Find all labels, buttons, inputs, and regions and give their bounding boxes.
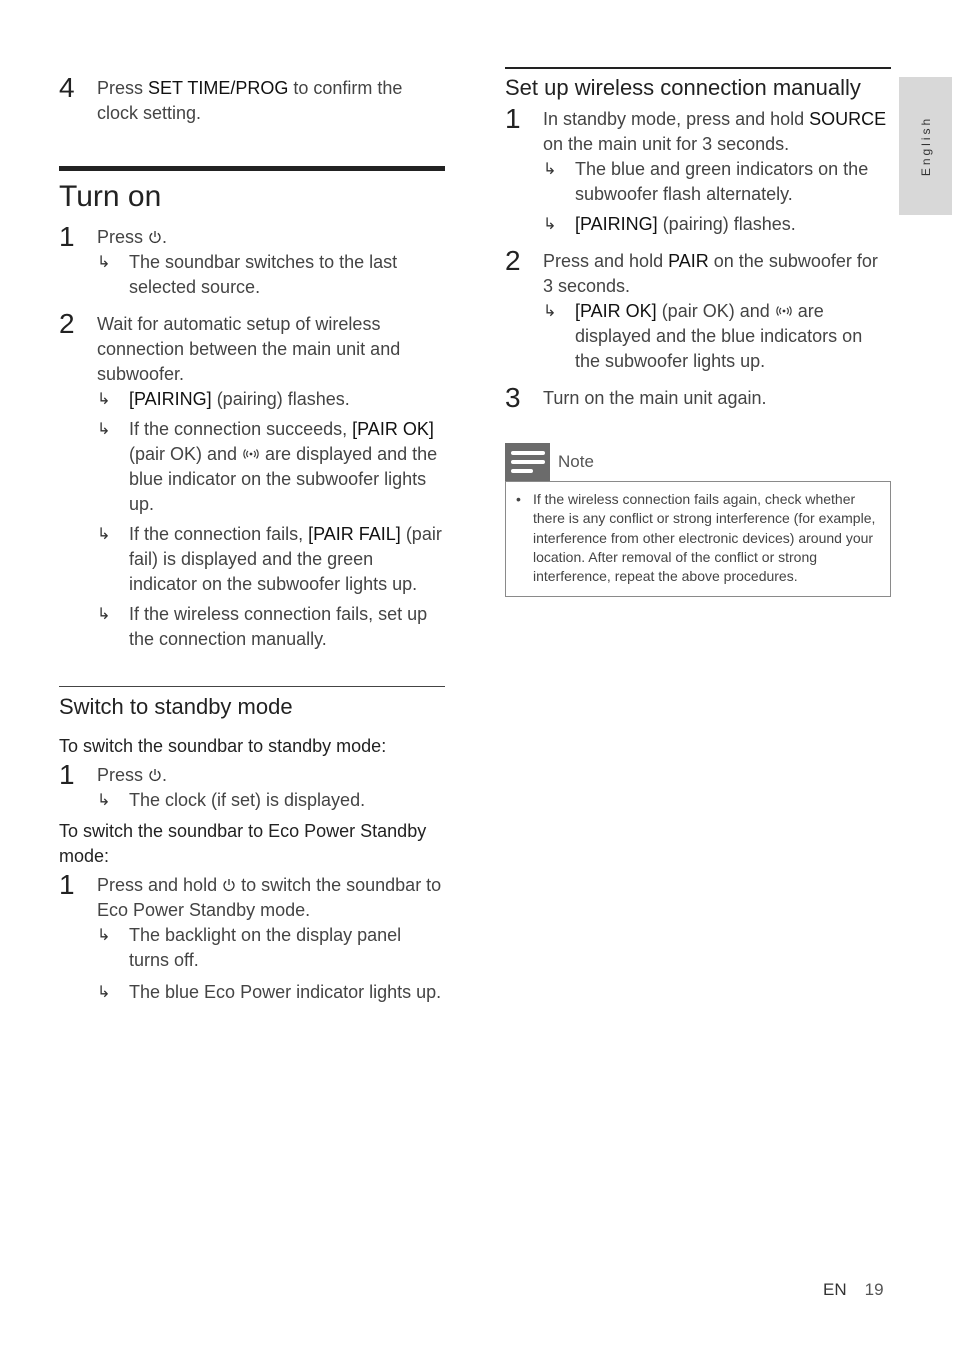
step-text: to switch the soundbar to Eco Power Standby mode.	[97, 875, 442, 920]
step-number: 1	[505, 103, 521, 134]
key-label: SOURCE	[809, 109, 887, 129]
result-text: (pair OK) and	[656, 301, 775, 321]
result-item	[97, 387, 445, 412]
result-arrow-icon: ↳	[97, 984, 111, 1001]
step-number: 2	[505, 245, 521, 276]
result-item	[97, 522, 445, 597]
step-2-manual	[505, 245, 891, 374]
step-text: on the subwoofer for 3 seconds.	[543, 251, 878, 296]
result-text: (pairing) flashes.	[657, 214, 796, 234]
power-icon	[148, 768, 162, 782]
wireless-icon	[242, 448, 260, 460]
result-text: If the connection succeeds,	[129, 419, 353, 439]
result-arrow-icon: ↳	[543, 161, 557, 178]
result-item	[97, 602, 445, 652]
subheading-standby: To switch the soundbar to standby mode:	[59, 736, 387, 756]
bullet-icon: •	[516, 491, 521, 507]
key-label: [PAIR FAIL]	[308, 524, 401, 544]
key-label: [PAIRING]	[129, 389, 212, 409]
key-label: [PAIR OK]	[352, 419, 434, 439]
note-header	[505, 443, 891, 481]
result-item	[543, 212, 891, 237]
language-label: English	[918, 115, 933, 177]
result-item	[543, 299, 891, 374]
result-text: (pair fail) is displayed and the green indicator on the subwoofer lights up.	[129, 524, 442, 594]
step-2	[59, 308, 445, 652]
step-text: Press and hold	[97, 875, 223, 895]
key-label: [PAIR OK]	[575, 301, 657, 321]
step-text: Press	[97, 765, 149, 785]
note-text: If the wireless connection fails again, check whether there is any conflict or strong interference (for example, interference from other electronic devices) around your location. After removal of the conflict or strong interference, repeat the above procedures.	[533, 491, 876, 585]
power-icon	[222, 878, 236, 892]
section-title-manual-connection: Set up wireless connection manually	[505, 67, 891, 103]
result-item	[97, 923, 445, 973]
step-text: In standby mode, press and hold	[543, 109, 810, 129]
left-column	[59, 70, 445, 1005]
result-text: The clock (if set) is displayed.	[129, 790, 366, 810]
key-label: PAIR	[668, 251, 709, 271]
step-text: Press	[97, 78, 149, 98]
result-item	[97, 788, 445, 813]
key-label: [PAIRING]	[575, 214, 658, 234]
result-item	[543, 157, 891, 207]
step-1	[59, 221, 445, 300]
key-label: SET TIME/PROG	[148, 78, 289, 98]
result-text: (pair OK) and	[129, 444, 243, 464]
wireless-icon	[775, 305, 793, 317]
step-number: 1	[59, 759, 75, 790]
step-text: .	[162, 227, 168, 247]
note-body	[505, 481, 891, 597]
note-box	[505, 443, 891, 597]
step-1-standby	[59, 759, 445, 813]
footer-lang: EN	[823, 1280, 847, 1299]
step-number: 4	[59, 72, 75, 103]
result-item	[97, 417, 445, 517]
step-text: .	[162, 765, 168, 785]
result-arrow-icon: ↳	[97, 606, 111, 623]
step-number: 1	[59, 869, 75, 900]
result-text: The soundbar switches to the last selected source.	[129, 252, 398, 297]
note-label: Note	[558, 452, 594, 471]
result-text: If the wireless connection fails, set up the connection manually.	[129, 604, 428, 649]
step-3-manual	[505, 382, 891, 413]
result-arrow-icon: ↳	[97, 421, 111, 438]
right-column	[505, 67, 891, 597]
result-arrow-icon: ↳	[97, 391, 111, 408]
step-number: 1	[59, 221, 75, 252]
result-text: are displayed and the blue indicators on the subwoofer lights up.	[575, 301, 863, 371]
note-icon	[505, 443, 550, 481]
result-text: The blue Eco Power indicator lights up.	[129, 982, 442, 1002]
section-title-standby: Switch to standby mode	[59, 686, 445, 722]
result-text: are displayed and the blue indicator on the subwoofer lights up.	[129, 444, 438, 514]
result-arrow-icon: ↳	[543, 303, 557, 320]
step-number: 3	[505, 382, 521, 413]
result-arrow-icon: ↳	[97, 927, 111, 944]
step-text: on the main unit for 3 seconds.	[543, 134, 790, 154]
result-text: (pairing) flashes.	[211, 389, 350, 409]
result-arrow-icon: ↳	[97, 526, 111, 543]
result-arrow-icon: ↳	[97, 254, 111, 271]
result-arrow-icon: ↳	[543, 216, 557, 233]
result-arrow-icon: ↳	[97, 792, 111, 809]
language-tab	[899, 77, 952, 215]
result-item	[97, 980, 445, 1005]
result-text: If the connection fails,	[129, 524, 309, 544]
step-4	[59, 72, 445, 126]
step-1-manual	[505, 103, 891, 237]
power-icon	[148, 230, 162, 244]
step-text: Turn on the main unit again.	[543, 388, 767, 408]
step-1-eco	[59, 869, 445, 1005]
subheading-eco-standby: To switch the soundbar to Eco Power Standby mode:	[59, 821, 427, 866]
page-footer	[823, 1280, 884, 1300]
step-text: to confirm the clock setting.	[97, 78, 403, 123]
step-text: Wait for automatic setup of wireless connection between the main unit and subwoofer.	[97, 314, 401, 384]
page-number: 19	[864, 1280, 884, 1299]
result-text: The backlight on the display panel turns off.	[129, 925, 402, 970]
result-item	[97, 250, 445, 300]
step-number: 2	[59, 308, 75, 339]
step-text: Press and hold	[543, 251, 669, 271]
result-text: The blue and green indicators on the subwoofer flash alternately.	[575, 159, 869, 204]
step-text: Press	[97, 227, 149, 247]
section-title-turn-on: Turn on	[59, 166, 445, 217]
